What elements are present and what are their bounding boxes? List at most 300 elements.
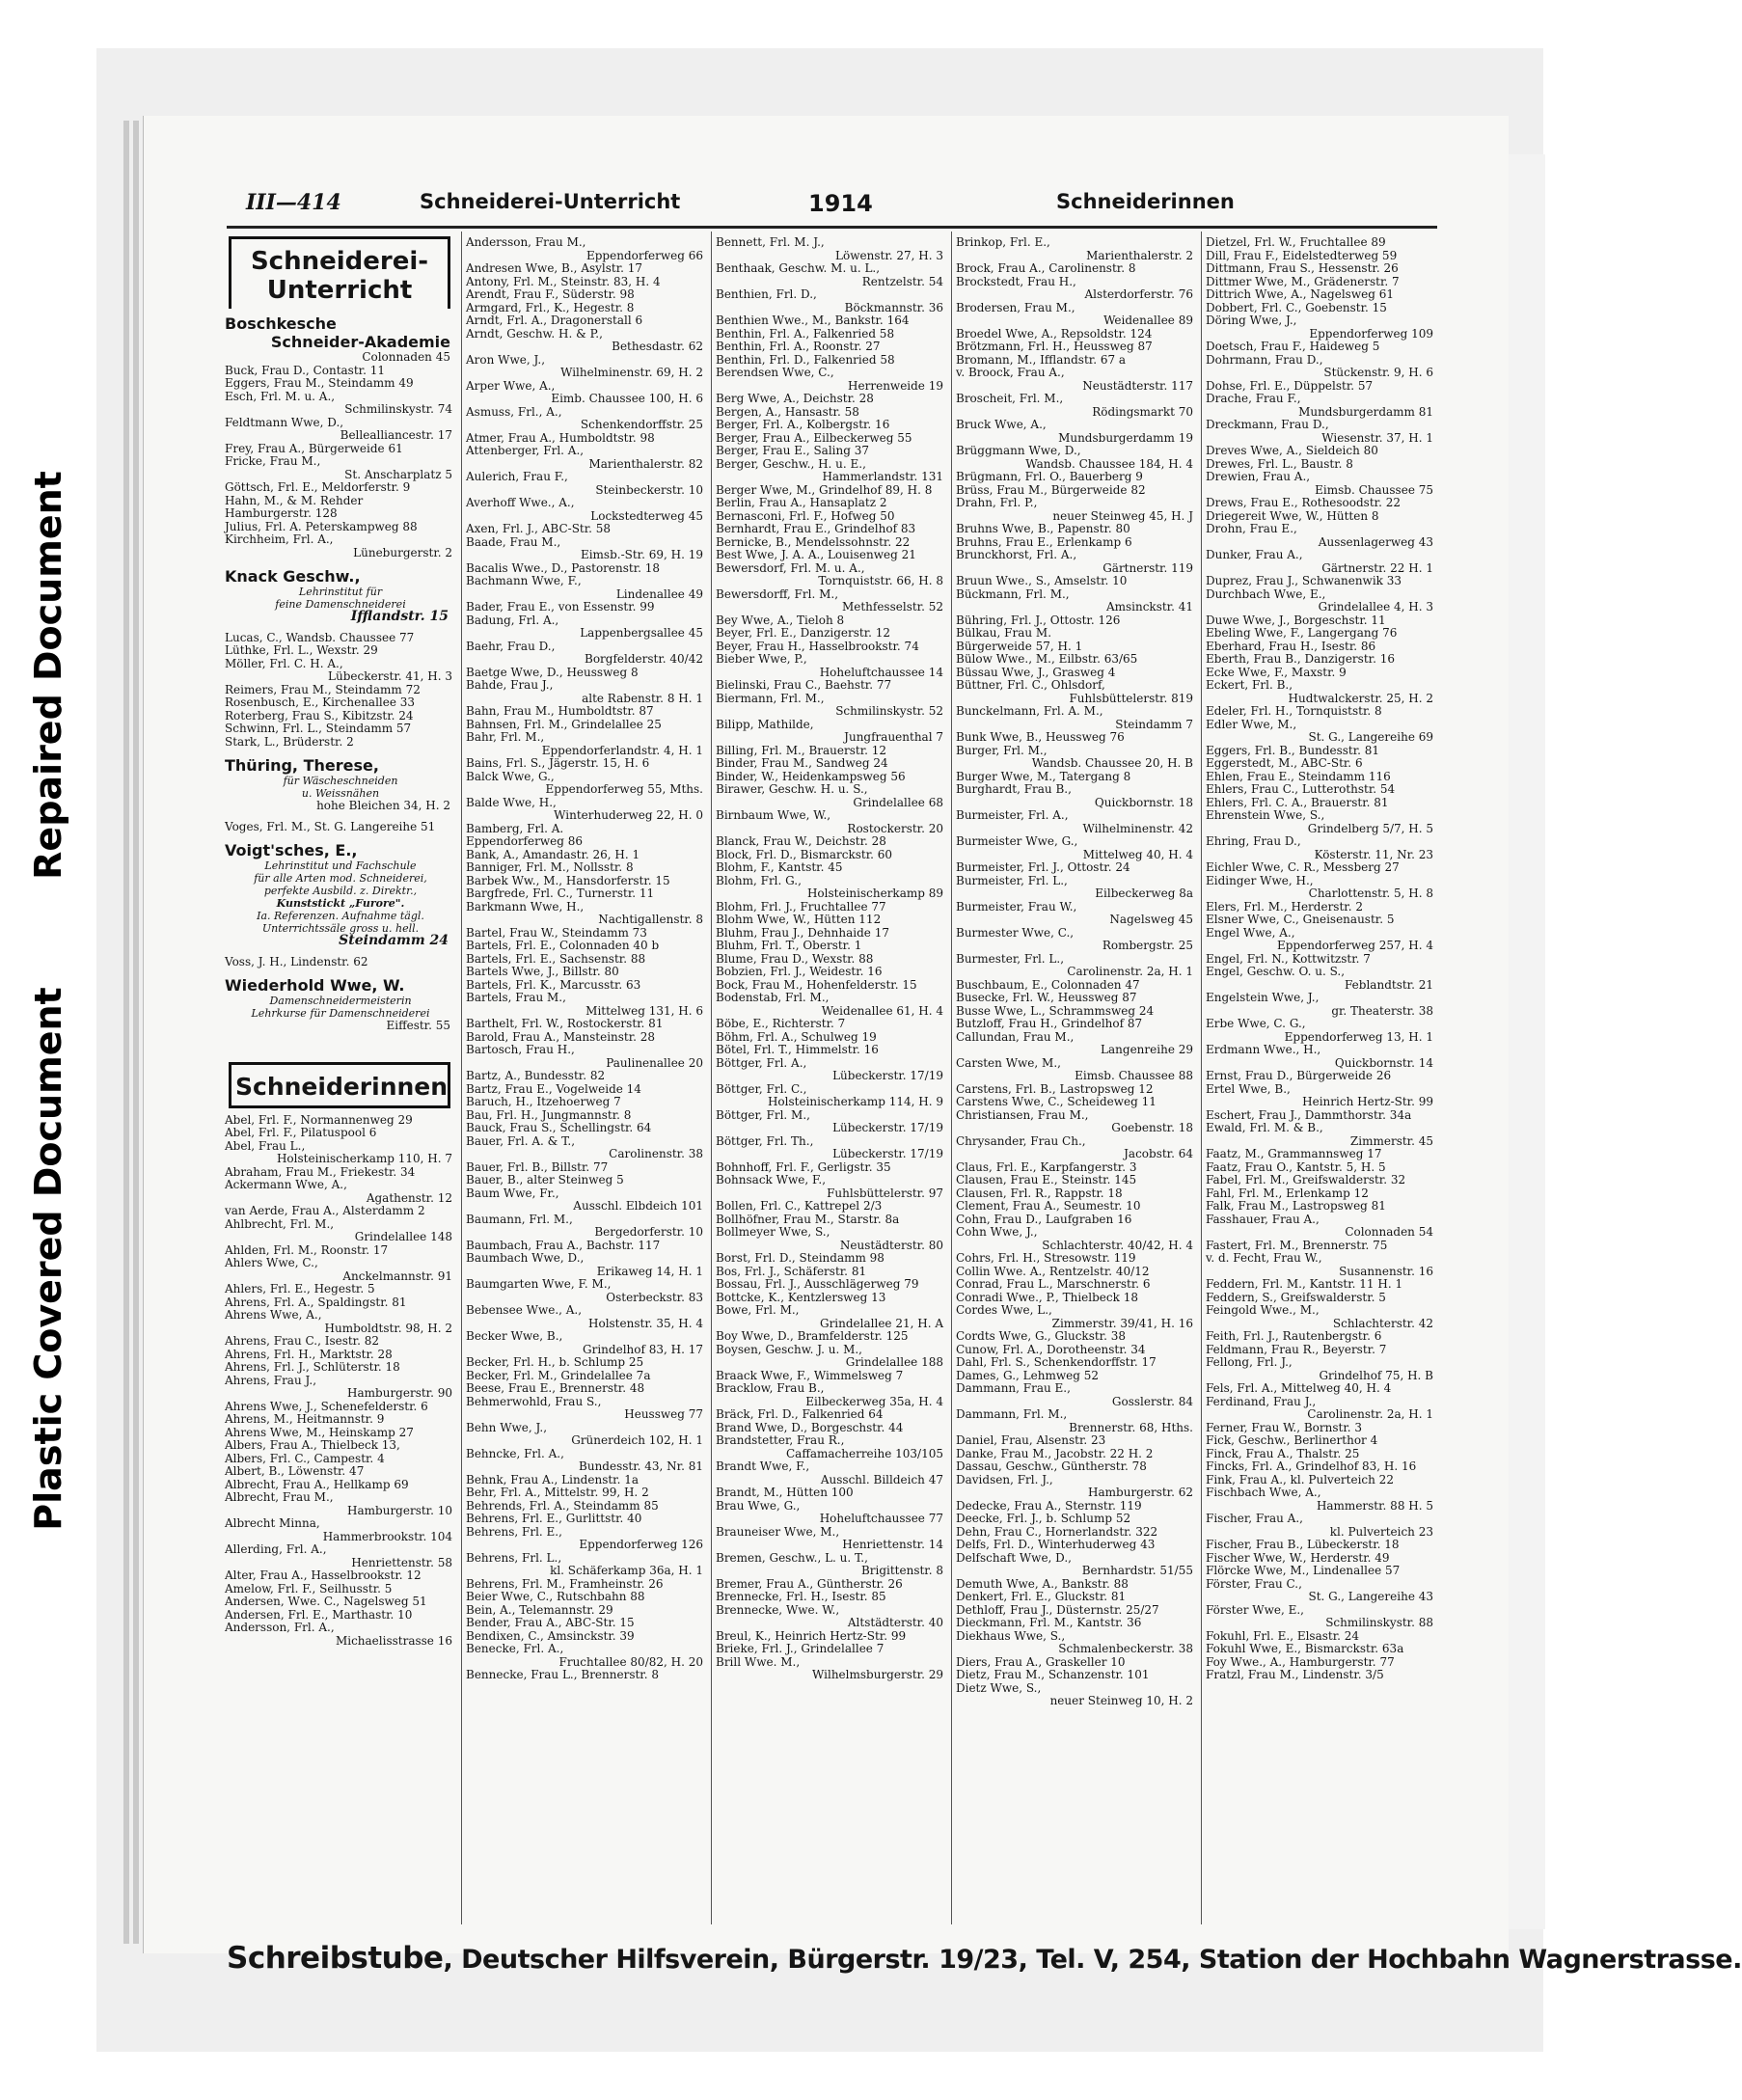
directory-entry: Bewersdorf, Frl. M. u. A.,: [716, 560, 865, 575]
directory-entry: Baumgarten Wwe, F. M.,: [466, 1277, 612, 1291]
directory-entry: Bewersdorff, Frl. M.,: [716, 586, 839, 601]
directory-entry: Carolinenstr. 38: [609, 1147, 703, 1160]
directory-entry: Fabel, Frl. M., Greifswalderstr. 32: [1206, 1173, 1406, 1186]
directory-entry: Bohnhoff, Frl. F., Gerligstr. 35: [716, 1159, 891, 1174]
directory-entry: Daniel, Frau, Alsenstr. 23: [956, 1433, 1106, 1447]
plastic-covered-label: Plastic Covered Document: [27, 987, 69, 1531]
directory-entry: Balde Wwe, H.,: [466, 795, 557, 809]
firm-name: Voigt'sches, E.,: [225, 841, 358, 859]
directory-entry: Bargfrede, Frl. C., Turnerstr. 11: [466, 886, 655, 900]
directory-entry: Benthin, Frl. D., Falkenried 58: [716, 352, 895, 367]
directory-entry: Burghardt, Frau B.,: [956, 782, 1072, 796]
directory-entry: Eggers, Frau M., Steindamm 49: [225, 376, 414, 390]
directory-entry: Hamburgerstr. 128: [225, 506, 338, 520]
directory-entry: Benthin, Frl. A., Roonstr. 27: [716, 340, 881, 353]
page-header: [246, 190, 1432, 217]
directory-entry: Förster, Frau C.,: [1206, 1576, 1302, 1591]
directory-entry: Cohn, Frau D., Laufgraben 16: [956, 1212, 1132, 1226]
directory-entry: Roterberg, Frau S., Kibitzstr. 24: [225, 708, 414, 723]
directory-entry: Beyer, Frl. E., Danzigerstr. 12: [716, 626, 891, 640]
directory-entry: Marienthalerstr. 82: [588, 456, 703, 471]
directory-entry: Blohm, F., Kantstr. 45: [716, 860, 843, 874]
directory-entry: Duprez, Frau J., Schwanenwik 33: [1206, 574, 1402, 587]
directory-entry: Bauck, Frau S., Schellingstr. 64: [466, 1121, 652, 1134]
entry-list: [225, 365, 456, 560]
directory-entry: Beier Wwe, C., Rutschbahn 88: [466, 1590, 645, 1603]
directory-entry: Engelstein Wwe, J.,: [1206, 991, 1320, 1004]
directory-entry: Axen, Frl. J., ABC-Str. 58: [466, 522, 612, 535]
directory-entry: Edeler, Frl. H., Tornquiststr. 8: [1206, 704, 1382, 718]
directory-entry: Abel, Frl. F., Normannenweg 29: [225, 1112, 413, 1127]
directory-entry: Dehn, Frau C., Hornerlandstr. 322: [956, 1524, 1158, 1539]
directory-entry: Elsner Wwe, C., Gneisenaustr. 5: [1206, 913, 1395, 926]
directory-entry: Schmilinskystr. 74: [344, 402, 452, 416]
directory-entry: Eggers, Frl. B., Bundesstr. 81: [1206, 743, 1380, 757]
directory-entry: St. G., Langereihe 43: [1308, 1590, 1433, 1603]
directory-entry: Demuth Wwe, A., Bankstr. 88: [956, 1576, 1129, 1591]
directory-entry: Erbe Wwe, C. G.,: [1206, 1017, 1306, 1030]
directory-entry: Grünerdeich 102, H. 1: [571, 1433, 703, 1447]
directory-entry: Driegereit Wwe, W., Hütten 8: [1206, 508, 1379, 523]
entry-list: [225, 1114, 456, 1649]
ad-title-line: Schneiderei-: [250, 247, 429, 276]
directory-entry: Eberth, Frau B., Danzigerstr. 16: [1206, 652, 1395, 666]
directory-entry: Bock, Frau M., Hohenfelderstr. 15: [716, 977, 917, 992]
directory-entry: Antony, Frl. M., Steinstr. 83, H. 4: [466, 274, 661, 288]
directory-entry: Voges, Frl. M., St. G. Langereihe 51: [225, 819, 436, 833]
directory-entry: Bennecke, Frau L., Brennerstr. 8: [466, 1668, 659, 1681]
directory-entry: Bartels, Frl. E., Sachsenstr. 88: [466, 951, 646, 966]
directory-entry: Bückmann, Frl. M.,: [956, 586, 1070, 601]
directory-entry: Grindelhof 83, H. 17: [583, 1342, 703, 1356]
directory-entry: Danke, Frau M., Jacobstr. 22 H. 2: [956, 1446, 1154, 1460]
directory-entry: Ehlers, Frau C., Lutterothstr. 54: [1206, 782, 1396, 796]
directory-entry: Altstädterstr. 40: [847, 1616, 943, 1629]
directory-entry: Methfesselstr. 52: [841, 600, 943, 614]
directory-entry: Eggerstedt, M., ABC-Str. 6: [1206, 756, 1363, 770]
directory-entry: Bruck Wwe, A.,: [956, 418, 1047, 431]
directory-entry: Wilhelmsburgerstr. 29: [812, 1668, 943, 1681]
directory-entry: Burmeister Wwe, G.,: [956, 834, 1078, 848]
directory-entry: Ahrens, M., Heitmannstr. 9: [225, 1412, 385, 1426]
directory-entry: Brennerstr. 68, Hths.: [1069, 1420, 1193, 1434]
directory-entry: Fellong, Frl. J.,: [1206, 1355, 1293, 1369]
directory-entry: Burmester, Frl. L.,: [956, 951, 1065, 966]
directory-entry: Bilipp, Mathilde,: [716, 717, 814, 731]
directory-entry: Rostockerstr. 20: [847, 821, 943, 835]
entry-list: [225, 632, 456, 750]
directory-entry: Kirchheim, Frl. A.,: [225, 532, 334, 546]
directory-entry: Eimsb. Chaussee 75: [1315, 482, 1433, 497]
directory-entry: Bartel, Frau W., Steindamm 73: [466, 925, 647, 940]
directory-entry: Davidsen, Frl. J.,: [956, 1472, 1053, 1486]
directory-entry: Frey, Frau A., Bürgerweide 61: [225, 441, 403, 455]
directory-entry: Benthin, Frl. A., Falkenried 58: [716, 326, 895, 341]
directory-entry: Birawer, Geschw. H. u. S.,: [716, 782, 868, 796]
directory-entry: Lübeckerstr. 41, H. 3: [328, 669, 452, 683]
directory-entry: Mundsburgerdamm 81: [1298, 404, 1433, 419]
directory-entry: kl. Schäferkamp 36a, H. 1: [550, 1564, 703, 1577]
directory-entry: Baumbach Wwe, D.,: [466, 1251, 585, 1265]
directory-entry: Finck, Frau A., Thalstr. 25: [1206, 1446, 1360, 1460]
directory-entry: Bey Wwe, A., Tieloh 8: [716, 613, 845, 627]
directory-entry: Bauer, B., alter Steinweg 5: [466, 1173, 624, 1186]
directory-entry: Falk, Frau M., Lastropsweg 81: [1206, 1199, 1386, 1213]
directory-entry: Boy Wwe, D., Bramfelderstr. 125: [716, 1329, 909, 1343]
directory-entry: Burmester Wwe, C.,: [956, 925, 1075, 940]
directory-entry: Holsteinischerkamp 114, H. 9: [767, 1095, 943, 1108]
directory-entry: Bollmeyer Wwe, S.,: [716, 1225, 830, 1239]
directory-entry: Bühring, Frl. J., Ottostr. 126: [956, 613, 1121, 627]
directory-entry: Bein, A., Telemannstr. 29: [466, 1602, 613, 1617]
directory-entry: Förster Wwe, E.,: [1206, 1602, 1304, 1617]
directory-entry: Dahl, Frl. S., Schenkendorffstr. 17: [956, 1355, 1157, 1369]
directory-entry: Michaelisstrasse 16: [335, 1633, 452, 1648]
directory-entry: Berlin, Frau A., Hansaplatz 2: [716, 496, 887, 509]
directory-entry: Ahlers, Frl. E., Hegestr. 5: [225, 1282, 375, 1295]
directory-entry: Bartels, Frl. E., Colonnaden 40 b: [466, 939, 660, 952]
directory-entry: Schenkendorffstr. 25: [580, 418, 703, 431]
directory-entry: Ebeling Wwe, F., Langergang 76: [1206, 626, 1398, 640]
firm-address: hohe Bleichen 34, H. 2: [316, 799, 450, 812]
firm-description: für alle Arten mod. Schneiderei,: [254, 872, 427, 885]
directory-entry: Bennett, Frl. M. J.,: [716, 235, 825, 249]
directory-entry: Lüthke, Frl. L., Wexstr. 29: [225, 643, 378, 657]
directory-entry: Becker, Frl. H., b. Schlump 25: [466, 1355, 644, 1369]
directory-entry: Bülow Wwe., M., Eilbstr. 63/65: [956, 652, 1138, 666]
directory-entry: Dietz Wwe, S.,: [956, 1680, 1042, 1695]
directory-entry: Block, Frl. D., Bismarckstr. 60: [716, 847, 893, 861]
directory-entry: Henriettenstr. 14: [842, 1538, 943, 1551]
directory-entry: Schlachterstr. 40/42, H. 4: [1042, 1238, 1193, 1252]
directory-entry: Eimsb. Chaussee 88: [1075, 1069, 1193, 1082]
directory-entry: Grindelallee 4, H. 3: [1318, 600, 1433, 614]
directory-entry: Eschert, Frau J., Dammthorstr. 34a: [1206, 1107, 1412, 1122]
directory-entry: Bromann, M., Ifflandstr. 67 a: [956, 352, 1127, 367]
directory-entry: Burger Wwe, M., Tatergang 8: [956, 769, 1131, 783]
directory-entry: Dedecke, Frau A., Sternstr. 119: [956, 1498, 1142, 1513]
directory-entry: Benthien Wwe., M., Bankstr. 164: [716, 314, 910, 327]
firm-address: Ifflandstr. 15: [350, 609, 449, 624]
directory-entry: Benecke, Frl. A.,: [466, 1642, 564, 1655]
directory-entry: Rosenbusch, E., Kirchenallee 33: [225, 695, 416, 709]
directory-entry: Baehr, Frau D.,: [466, 639, 556, 653]
directory-entry: Fricke, Frau M.,: [225, 454, 321, 468]
directory-entry: Nachtigallenstr. 8: [598, 913, 703, 926]
directory-entry: Behnk, Frau A., Lindenstr. 1a: [466, 1472, 640, 1486]
directory-entry: Aulerich, Frau F.,: [466, 470, 568, 483]
directory-entry: Brandstetter, Frau R.,: [716, 1433, 845, 1447]
directory-entry: Ertel Wwe, B.,: [1206, 1081, 1291, 1096]
directory-entry: Cohrs, Frl. H., Stresowstr. 119: [956, 1251, 1136, 1265]
directory-entry: Ferdinand, Frau J.,: [1206, 1394, 1317, 1408]
directory-entry: Conrad, Frau L., Marschnerstr. 6: [956, 1277, 1151, 1291]
directory-entry: Bundesstr. 43, Nr. 81: [579, 1459, 703, 1473]
directory-entry: Aussenlagerweg 43: [1318, 534, 1433, 549]
directory-entry: Andresen Wwe, B., Asylstr. 17: [466, 261, 643, 275]
directory-entry: Bruun Wwe., S., Amselstr. 10: [956, 574, 1128, 587]
directory-entry: Busecke, Frl. W., Heussweg 87: [956, 991, 1137, 1004]
directory-entry: Gosslerstr. 84: [1111, 1394, 1193, 1408]
directory-entry: Lübeckerstr. 17/19: [832, 1069, 943, 1082]
firm-name: Wiederhold Wwe, W.: [225, 976, 405, 995]
firm-description: u. Weissnähen: [301, 787, 380, 800]
directory-entry: Steindamm 7: [1115, 717, 1193, 731]
directory-entry: Carolinenstr. 2a, H. 1: [1067, 965, 1193, 978]
directory-entry: Bergedorferstr. 10: [594, 1225, 703, 1239]
directory-entry: Bossau, Frl. J., Ausschlägerweg 79: [716, 1277, 919, 1291]
directory-entry: Bahn, Frau M., Humboldtstr. 87: [466, 704, 654, 718]
directory-entry: Hamburgerstr. 10: [347, 1503, 452, 1517]
directory-entry: Brand Wwe, D., Borgeschstr. 44: [716, 1420, 904, 1434]
directory-entry: Albers, Frau A., Thielbeck 13,: [225, 1438, 400, 1452]
directory-entry: Carstens, Frl. B., Lastropsweg 12: [956, 1081, 1154, 1096]
directory-entry: Bürgerweide 57, H. 1: [956, 639, 1083, 653]
directory-entry: Callundan, Frau M.,: [956, 1029, 1075, 1044]
directory-entry: Colonnaden 54: [1345, 1225, 1433, 1239]
directory-entry: Clausen, Frau E., Steinstr. 145: [956, 1173, 1137, 1186]
directory-entry: Voss, J. H., Lindenstr. 62: [225, 954, 368, 968]
directory-entry: Böttger, Frl. M.,: [716, 1107, 810, 1122]
directory-entry: Hammerlandstr. 131: [822, 470, 943, 483]
directory-entry: Bernicke, B., Mendelssohnstr. 22: [716, 534, 911, 549]
directory-entry: Boysen, Geschw. J. u. M.,: [716, 1342, 862, 1356]
directory-entry: Brügmann, Frl. O., Bauerberg 9: [956, 470, 1143, 483]
directory-entry: Bollhöfner, Frau M., Starstr. 8a: [716, 1212, 900, 1226]
directory-entry: Buck, Frau D., Contastr. 11: [225, 363, 385, 377]
directory-entry: Bacalis Wwe., D., Pastorenstr. 18: [466, 560, 661, 575]
firm-description: Unterrichtssäle gross u. hell.: [261, 922, 420, 935]
directory-entry: Ehlen, Frau E., Steindamm 116: [1206, 769, 1391, 783]
directory-entry: Delfschaft Wwe, D.,: [956, 1550, 1072, 1565]
directory-entry: Dreckmann, Frau D.,: [1206, 418, 1329, 431]
directory-entry: Cunow, Frl. A., Dorotheenstr. 34: [956, 1342, 1146, 1356]
directory-entry: Allerding, Frl. A.,: [225, 1542, 327, 1556]
directory-entry: Brinkop, Frl. E.,: [956, 235, 1050, 249]
directory-entry: Benthaak, Geschw. M. u. L.,: [716, 261, 881, 275]
directory-entry: Ahrens, Frau J.,: [225, 1373, 317, 1387]
directory-entry: Foy Wwe., A., Hamburgerstr. 77: [1206, 1654, 1395, 1669]
directory-entry: Mittelweg 40, H. 4: [1082, 847, 1193, 861]
directory-entry: Best Wwe, J. A. A., Louisenweg 21: [716, 548, 916, 561]
firm-description: Lehrinstitut für: [298, 586, 383, 598]
column-divider: [951, 232, 952, 1924]
directory-entry: Bahnsen, Frl. M., Grindelallee 25: [466, 717, 662, 731]
directory-entry: Banniger, Frl. M., Nollsstr. 8: [466, 860, 634, 874]
directory-entry: Eppendorferweg 126: [579, 1538, 703, 1551]
directory-entry: Christiansen, Frau M.,: [956, 1107, 1089, 1122]
directory-entry: Jungfrauenthal 7: [844, 730, 943, 744]
directory-entry: Fokuhl Wwe, E., Bismarckstr. 63a: [1206, 1642, 1404, 1655]
directory-entry: Bodenstab, Frl. M.,: [716, 991, 830, 1004]
directory-entry: Bottcke, K., Kentzlersweg 13: [716, 1290, 886, 1304]
directory-entry: Bauer, Frl. A. & T.,: [466, 1133, 576, 1148]
directory-entry: Bieber Wwe, P.,: [716, 652, 807, 666]
directory-entry: Quickbornstr. 14: [1334, 1055, 1433, 1070]
directory-entry: Bobzien, Frl. J., Weidestr. 16: [716, 965, 883, 978]
directory-entry: Denkert, Frl. E., Gluckstr. 81: [956, 1590, 1127, 1603]
header-rule: [227, 226, 1437, 229]
directory-entry: Holstenstr. 35, H. 4: [588, 1316, 703, 1330]
directory-entry: Schmilinskystr. 88: [1325, 1616, 1433, 1629]
directory-entry: Bräck, Frl. D., Falkenried 64: [716, 1407, 884, 1421]
directory-entry: Henriettenstr. 58: [351, 1555, 452, 1569]
directory-entry: Bader, Frau E., von Essenstr. 99: [466, 600, 655, 614]
directory-entry: Jacobstr. 64: [1124, 1147, 1193, 1160]
directory-entry: Eilbeckerweg 35a, H. 4: [805, 1394, 943, 1408]
directory-entry: Zimmerstr. 39/41, H. 16: [1051, 1316, 1193, 1330]
directory-entry: Blohm, Frl. G.,: [716, 873, 802, 887]
directory-entry: Billing, Frl. M., Brauerstr. 12: [716, 743, 887, 757]
directory-entry: Eppendorferweg 86: [466, 834, 584, 848]
directory-entry: Holsteinischerkamp 89: [806, 886, 943, 900]
directory-entry: Brüggmann Wwe, D.,: [956, 444, 1081, 457]
column-1: [225, 236, 456, 1924]
directory-entry: Böbe, E., Richterstr. 7: [716, 1017, 846, 1030]
directory-entry: Binder, Frau M., Sandweg 24: [716, 756, 888, 770]
directory-entry: Fasshauer, Frau A.,: [1206, 1212, 1320, 1226]
directory-entry: Albrecht, Frau M.,: [225, 1490, 334, 1504]
directory-entry: Andersen, Frl. E., Marthastr. 10: [225, 1607, 413, 1622]
directory-entry: Atmer, Frau A., Humboldtstr. 98: [466, 430, 655, 445]
footer-text: Deutscher Hilfsverein, Bürgerstr. 19/23, Tel. V, 254, Station der Hochbahn Wagnerstrasse.: [461, 1945, 1742, 1975]
directory-entry: Drahn, Frl. P.,: [956, 496, 1038, 509]
directory-entry: Brandt, M., Hütten 100: [716, 1486, 854, 1499]
directory-entry: Berendsen Wwe, C.,: [716, 366, 834, 379]
directory-entry: Andersson, Frl. A.,: [225, 1621, 335, 1634]
directory-entry: Becker Wwe, B.,: [466, 1329, 563, 1343]
directory-entry: Carsten Wwe, M.,: [956, 1055, 1061, 1070]
directory-entry: Fischer Wwe, W., Herderstr. 49: [1206, 1550, 1390, 1565]
directory-entry: Gärtnerstr. 119: [1102, 560, 1193, 575]
directory-entry: Mittelweg 131, H. 6: [585, 1003, 703, 1018]
directory-entry: Wiesenstr. 37, H. 1: [1321, 430, 1433, 445]
directory-entry: Engel, Geschw. O. u. S.,: [1206, 965, 1346, 978]
directory-entry: Eppendorferweg 55, Mths.: [545, 782, 703, 796]
directory-entry: Cohn Wwe, J.,: [956, 1225, 1038, 1239]
directory-entry: Hoheluftchaussee 77: [819, 1512, 943, 1525]
directory-entry: Neustädterstr. 117: [1082, 378, 1193, 393]
directory-entry: Ernst, Frau D., Bürgerweide 26: [1206, 1069, 1392, 1082]
directory-entry: Hahn, M., & M. Rehder: [225, 493, 364, 507]
directory-entry: Clausen, Frl. R., Rappstr. 18: [956, 1186, 1123, 1200]
directory-entry: Ahlden, Frl. M., Roonstr. 17: [225, 1242, 389, 1257]
directory-entry: Bartels, Frau M.,: [466, 991, 566, 1004]
directory-entry: Blume, Frau D., Wexstr. 88: [716, 951, 874, 966]
directory-entry: Schmilinskystr. 52: [835, 704, 943, 718]
directory-entry: Heussweg 77: [624, 1407, 703, 1421]
directory-entry: Lüneburgerstr. 2: [353, 545, 452, 559]
directory-entry: Bötel, Frl. T., Himmelstr. 16: [716, 1043, 879, 1056]
firm-description: Ia. Referenzen. Aufnahme tägl.: [257, 910, 424, 922]
directory-entry: v. Broock, Frau A.,: [956, 366, 1065, 379]
directory-entry: Eimb. Chaussee 100, H. 6: [551, 392, 703, 405]
adjacent-page-edge: [1505, 154, 1545, 1929]
directory-entry: Mundsburgerdamm 19: [1058, 430, 1193, 445]
directory-entry: Behmerwohld, Frau S.,: [466, 1394, 602, 1408]
directory-entry: Doetsch, Frau F., Haideweg 5: [1206, 340, 1380, 353]
directory-entry: Hamburgerstr. 62: [1088, 1486, 1193, 1499]
directory-entry: Fruchtallee 80/82, H. 20: [558, 1654, 703, 1669]
directory-entry: Dunker, Frau A.,: [1206, 548, 1303, 561]
directory-entry: Winterhuderweg 22, H. 0: [554, 808, 703, 822]
directory-entry: Eppendorferweg 257, H. 4: [1276, 939, 1433, 952]
directory-entry: Brötzmann, Frl. H., Heussweg 87: [956, 340, 1153, 353]
directory-entry: St. G., Langereihe 69: [1308, 730, 1433, 744]
directory-entry: Wandsb. Chaussee 184, H. 4: [1025, 456, 1193, 471]
directory-entry: Fuhlsbüttelerstr. 97: [827, 1186, 943, 1200]
directory-entry: Carstens Wwe, C., Scheideweg 11: [956, 1095, 1157, 1108]
directory-entry: Agathenstr. 12: [366, 1190, 452, 1205]
directory-entry: Fink, Frau A., kl. Pulverteich 22: [1206, 1472, 1394, 1486]
directory-entry: Bernhardstr. 51/55: [1081, 1564, 1193, 1577]
directory-entry: Brodersen, Frau M.,: [956, 300, 1075, 314]
directory-entry: Badung, Frl. A.,: [466, 613, 559, 627]
directory-entry: Weidenallee 89: [1103, 314, 1193, 327]
directory-entry: Holsteinischerkamp 110, H. 7: [276, 1152, 452, 1165]
directory-entry: Ahrens, Frau C., Isestr. 82: [225, 1334, 380, 1348]
directory-entry: Biermann, Frl. M.,: [716, 691, 825, 705]
directory-entry: Grindelallee 68: [853, 795, 943, 809]
directory-entry: Anckelmannstr. 91: [342, 1268, 452, 1283]
directory-entry: Hammerstr. 88 H. 5: [1316, 1498, 1433, 1513]
directory-entry: Bahr, Frl. M.,: [466, 730, 545, 744]
directory-entry: Behncke, Frl. A.,: [466, 1446, 564, 1460]
directory-entry: Bahde, Frau J.,: [466, 678, 554, 692]
directory-entry: Baruch, H., Itzehoerweg 7: [466, 1095, 621, 1108]
directory-entry: Bracklow, Frau B.,: [716, 1381, 825, 1395]
directory-entry: Barkmann Wwe, H.,: [466, 899, 585, 914]
directory-entry: Grindelallee 148: [354, 1230, 452, 1243]
directory-entry: Albrecht, Frau A., Hellkamp 69: [225, 1477, 409, 1491]
directory-entry: Susannenstr. 16: [1339, 1264, 1433, 1278]
directory-entry: Feith, Frl. J., Rautenbergstr. 6: [1206, 1329, 1382, 1343]
directory-entry: Osterbeckstr. 83: [606, 1290, 703, 1304]
directory-entry: Langenreihe 29: [1101, 1043, 1193, 1056]
directory-entry: Ahrens, Frl. A., Spaldingstr. 81: [225, 1295, 407, 1309]
directory-entry: Grindelallee 188: [845, 1355, 943, 1369]
directory-entry: Birnbaum Wwe, W.,: [716, 808, 831, 822]
ad-title-line: Unterricht: [266, 276, 413, 305]
directory-entry: Caffamacherreihe 103/105: [785, 1446, 943, 1460]
directory-entry: Ahrens, Frl. H., Marktstr. 28: [225, 1347, 393, 1361]
directory-entry: Bau, Frl. H., Jungmannstr. 8: [466, 1107, 632, 1122]
directory-entry: Dethloff, Frau J., Düsternstr. 25/27: [956, 1602, 1159, 1617]
directory-entry: Armgard, Frl., K., Hegestr. 8: [466, 300, 635, 314]
directory-entry: Lappenbergsallee 45: [580, 626, 703, 640]
directory-entry: Albers, Frl. C., Campestr. 4: [225, 1451, 385, 1465]
directory-entry: Charlottenstr. 5, H. 8: [1308, 886, 1433, 900]
directory-entry: Albrecht Minna,: [225, 1516, 320, 1530]
directory-entry: Bamberg, Frl. A.: [466, 821, 564, 835]
directory-entry: Buschbaum, E., Colonnaden 47: [956, 977, 1140, 992]
directory-entry: Böttger, Frl. A.,: [716, 1055, 807, 1070]
directory-entry: Herrenweide 19: [848, 378, 943, 393]
directory-entry: Paulinenallee 20: [606, 1055, 703, 1070]
repaired-document-label: Repaired Document: [27, 471, 69, 880]
directory-entry: Brüss, Frau M., Bürgerweide 82: [956, 482, 1146, 497]
schneiderinnen-ad: [229, 1062, 450, 1108]
directory-entry: Behrends, Frl. A., Steindamm 85: [466, 1498, 659, 1513]
firm-description: feine Damenschneiderei: [275, 598, 406, 611]
directory-entry: Büssau Wwe, J., Grasweg 4: [956, 665, 1116, 679]
directory-entry: Grindelberg 5/7, H. 5: [1307, 821, 1433, 835]
directory-entry: Diers, Frau A., Graskeller 10: [956, 1654, 1126, 1669]
directory-entry: Quickbornstr. 18: [1094, 795, 1193, 809]
directory-entry: Busse Wwe, L., Schrammsweg 24: [956, 1003, 1155, 1018]
directory-entry: Abel, Frau L.,: [225, 1138, 306, 1153]
directory-entry: Göttsch, Frl. E., Meldorferstr. 9: [225, 480, 411, 494]
